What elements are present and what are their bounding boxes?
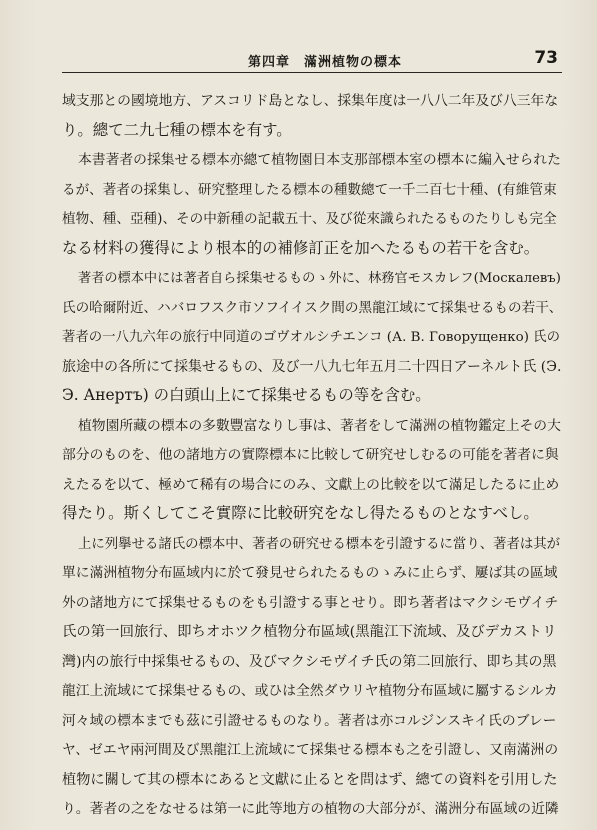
chapter-title: 第四章 滿洲植物の標本 <box>248 55 403 70</box>
text-line: Э. Анертъ) の白頭山上にて採集せるもの等を含む。 <box>62 386 431 404</box>
text-line: 域支那との國境地方、アスコリド島となし、採集年度は一八八二年及び八三年な <box>62 93 559 109</box>
text-line: 河々域の標本までも茲に引證せるものなり。著者は亦コルジンスキイ氏のブレー <box>62 712 557 729</box>
text-line: 著者の一八九六年の旅行中同道のゴヴオルシチエンコ (А. В. Говорущенко) 氏の <box>62 330 560 345</box>
body-text <box>62 86 562 824</box>
text-line: 氏の哈爾附近、ハバロフスク市ソフイイスク間の黑龍江域にて採集せるもの若干、 <box>62 299 562 316</box>
text-line: えたるを以て、極めて稀有の場合にのみ、文獻上の比較を以て滿足したるに止め <box>62 476 560 493</box>
text-line: り。著者の之をなせるは第一に此等地方の植物の大部分が、滿洲分布區域の近隣 <box>62 801 559 817</box>
text-line: 植物、種、亞種)、その中新種の記載五十、及び從來識られたるものたりしも完全 <box>62 211 557 227</box>
text-line: 部分のものを、他の諸地方の實際標本に比較して研究せしむるの可能を著者に與 <box>62 447 559 463</box>
text-line: 得たり。斯くしてこそ實際に比較研究をなし得たるものとなすべし。 <box>62 504 539 522</box>
text-line: 植物園所藏の標本の多數豐富なりし事は、著者をして滿洲の植物鑑定上その大 <box>78 417 561 434</box>
text-line: り。總て二九七種の標本を有す。 <box>62 120 292 139</box>
text-line: 氏の第一回旅行、即ちオホツク植物分布區域(黑龍江下流域、及びデカストリ <box>62 624 557 640</box>
text-line: 植物に關して其の標本にあると文獻に止るとを問はず、總ての資料を引用した <box>62 771 558 788</box>
text-line: 灣)内の旅行中採集せるもの、及びマクシモヴイチ氏の第二回旅行、即ち其の黑 <box>62 653 557 670</box>
text-line: なる材料の獲得により根本的の補修訂正を加へたるもの若干を含む。 <box>62 238 540 257</box>
paragraph <box>62 86 562 145</box>
text-line: 旅途中の各所にて採集せるもの、及び一八九七年五月二十四日アーネルト氏 (Э. <box>62 358 562 375</box>
paragraph <box>62 145 562 263</box>
text-line: 本書著者の採集せる標本亦總て植物園日本支那部標本室の標本に編入せられた <box>78 152 561 168</box>
page-number: 73 <box>534 48 558 68</box>
paragraph <box>62 263 562 411</box>
text-line: 單に滿洲植物分布區域内に於て發見せられたるものゝみに止らず、屢ば其の區域 <box>62 565 558 581</box>
text-line: 上に列擧せる諸氏の標本中、著者の研究せる標本を引證するに當り、著者は其が <box>78 536 561 552</box>
running-header <box>62 44 562 73</box>
text-line: るが、著者の採集し、研究整理したる標本の種數總て一千二百七十種、(有維管束 <box>62 181 557 198</box>
text-line: 外の諸地方にて採集せるものをも引證する事とせり。即ち著者はマクシモヴイチ <box>62 594 559 611</box>
text-line: ヤ、ゼエヤ兩河間及び黑龍江上流域にて採集せる標本も之を引證し、又南滿洲の <box>62 742 559 758</box>
text-line: 龍江上流域にて採集せるもの、或ひは全然ダウリヤ植物分布區域に屬するシルカ <box>62 683 558 699</box>
text-line: 著者の標本中には著者自ら採集せるものゝ外に、林務官モスカレフ(Москалевъ) <box>78 271 561 286</box>
paragraph <box>62 411 562 529</box>
paragraph <box>62 529 562 824</box>
